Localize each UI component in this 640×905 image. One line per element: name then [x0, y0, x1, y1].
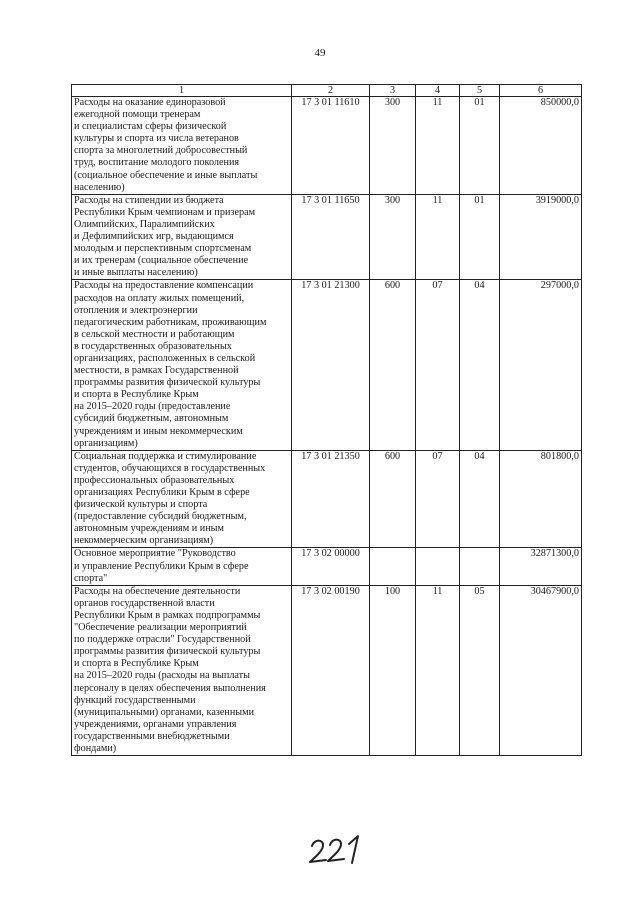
row-target-code: 17 3 01 11610: [292, 97, 370, 195]
header-col-3: 3: [370, 85, 416, 97]
row-expense-type: 300: [370, 97, 416, 195]
row-expense-type: 600: [370, 450, 416, 548]
table-row: [72, 97, 582, 195]
row-expense-type: 300: [370, 194, 416, 280]
row-section: 11: [416, 97, 460, 195]
row-description: Основное мероприятие "Руководство и управление Республики Крым в сфере спорта": [72, 548, 292, 585]
row-subsection: 05: [460, 585, 500, 755]
row-section: 07: [416, 450, 460, 548]
row-section: [416, 548, 460, 585]
table-row: [72, 585, 582, 755]
table-row: [72, 548, 582, 585]
row-expense-type: 100: [370, 585, 416, 755]
row-target-code: 17 3 01 21350: [292, 450, 370, 548]
row-description: Расходы на обеспечение деятельности органов государственной власти Республики Крым в рамках подпрограммы "Обеспечение реализации мероприятий по поддержке отрасли" Государственной программы развития физической культуры и спорта в Республике Крым на 2015–2020 годы (расходы на выплаты персоналу в целях обеспечения выполнения функций государственными (муниципальными) органами, казенными учреждениями, органами управления государственными внебюджетными фондами): [72, 585, 292, 755]
header-col-6: 6: [500, 85, 582, 97]
header-col-5: 5: [460, 85, 500, 97]
table-row: [72, 280, 582, 450]
row-target-code: 17 3 02 00190: [292, 585, 370, 755]
row-subsection: 04: [460, 280, 500, 450]
row-description: Расходы на стипендии из бюджета Республики Крым чемпионам и призерам Олимпийских, Паралимпийских и Дефлимпийских игр, выдающимся молодым и перспективным спортсменам и их тренерам (социальное обеспечение и иные выплаты населению): [72, 194, 292, 280]
page-number: 49: [314, 47, 326, 59]
row-section: 07: [416, 280, 460, 450]
row-amount: 801800,0: [500, 450, 582, 548]
budget-table: [71, 84, 582, 756]
row-subsection: [460, 548, 500, 585]
row-subsection: 01: [460, 194, 500, 280]
header-col-2: 2: [292, 85, 370, 97]
row-section: 11: [416, 194, 460, 280]
row-amount: 850000,0: [500, 97, 582, 195]
table-row: [72, 194, 582, 280]
row-description: Расходы на оказание единоразовой ежегодной помощи тренерам и специалистам сферы физической культуры и спорта из числа ветеранов спорта за многолетний добросовестный труд, воспитание молодого поколения (социальное обеспечение и иные выплаты населению): [72, 97, 292, 195]
row-target-code: 17 3 01 21300: [292, 280, 370, 450]
row-amount: 30467900,0: [500, 585, 582, 755]
row-target-code: 17 3 01 11650: [292, 194, 370, 280]
header-col-4: 4: [416, 85, 460, 97]
row-expense-type: [370, 548, 416, 585]
table-row: [72, 450, 582, 548]
row-section: 11: [416, 585, 460, 755]
row-amount: 297000,0: [500, 280, 582, 450]
handwritten-page-number: [306, 830, 366, 870]
row-description: Расходы на предоставление компенсации расходов на оплату жилых помещений, отопления и электроэнергии педагогическим работникам, проживающим в сельской местности и работающим в государственных образовательных организациях, расположенных в сельской местности, в рамках Государственной программы развития физической культуры и спорта в Республике Крым на 2015–2020 годы (предоставление субсидий бюджетным, автономным учреждениям и иным некоммерческим организациям): [72, 280, 292, 450]
row-amount: 3919000,0: [500, 194, 582, 280]
row-subsection: 04: [460, 450, 500, 548]
row-amount: 32871300,0: [500, 548, 582, 585]
row-target-code: 17 3 02 00000: [292, 548, 370, 585]
row-subsection: 01: [460, 97, 500, 195]
header-col-1: 1: [72, 85, 292, 97]
row-expense-type: 600: [370, 280, 416, 450]
row-description: Социальная поддержка и стимулирование студентов, обучающихся в государственных профессиональных образовательных организациях Республики Крым в сфере физической культуры и спорта (предоставление субсидий бюджетным, автономным учреждениям и иным некоммерческим организациям): [72, 450, 292, 548]
table-header-row: [72, 85, 582, 97]
